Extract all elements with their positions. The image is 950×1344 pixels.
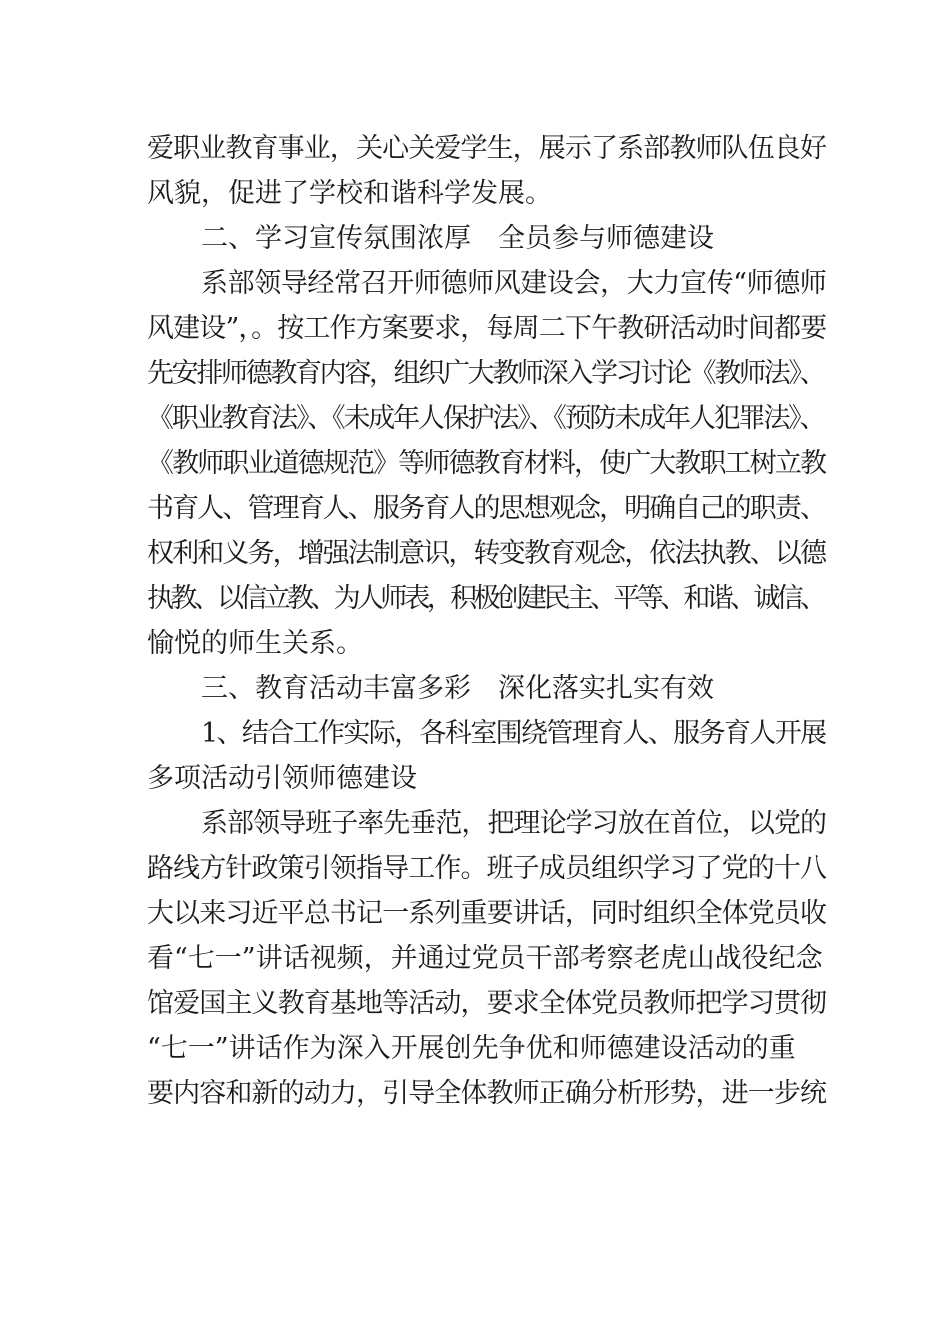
document-body xyxy=(147,126,827,1116)
text-line: 《教师职业道德规范》等师德教育材料，使广大教职工树立教 xyxy=(147,448,826,479)
text-line: 风貌，促进了学校和谐科学发展。 xyxy=(147,178,552,209)
text-line: 大以来习近平总书记一系列重要讲话，同时组织全体党员收 xyxy=(147,898,827,929)
text-line: 权利和义务，增强法制意识，转变教育观念，依法执教、以德 xyxy=(147,538,826,569)
text-line: 1、结合工作实际，各科室围绕管理育人、服务育人开展 xyxy=(201,718,826,749)
text-line: 执教、以信立教、为人师表，积极创建民主、平等、和谐、诚信、 xyxy=(147,583,824,614)
text-line: “七一”讲话作为深入开展创先争优和师德建设活动的重 xyxy=(147,1033,796,1064)
text-line: 系部领导经常召开师德师风建设会，大力宣传“师德师 xyxy=(201,268,827,299)
text-line: 要内容和新的动力，引导全体教师正确分析形势，进一步统 xyxy=(147,1078,827,1109)
text-line: 二、学习宣传氛围浓厚 全员参与师德建设 xyxy=(201,223,714,254)
text-line: 先安排师德教育内容，组织广大教师深入学习讨论《教师法》、 xyxy=(147,358,825,389)
text-line: 风建设”，。按工作方案要求，每周二下午教研活动时间都要 xyxy=(147,313,827,344)
text-line: 看“七一”讲话视频，并通过党员干部考察老虎山战役纪念 xyxy=(147,943,823,974)
text-line: 三、教育活动丰富多彩 深化落实扎实有效 xyxy=(201,673,714,704)
text-line: 愉悦的师生关系。 xyxy=(147,628,363,659)
text-line: 爱职业教育事业，关心关爱学生，展示了系部教师队伍良好 xyxy=(147,133,827,164)
text-line: 多项活动引领师德建设 xyxy=(147,763,417,794)
text-line: 路线方针政策引领指导工作。班子成员组织学习了党的十八 xyxy=(147,853,827,884)
text-line: 馆爱国主义教育基地等活动，要求全体党员教师把学习贯彻 xyxy=(147,988,827,1019)
text-line: 书育人、管理育人、服务育人的思想观念，明确自己的职责、 xyxy=(147,493,826,524)
text-line: 《职业教育法》、《未成年人保护法》、《预防未成年人犯罪法》、 xyxy=(147,403,825,434)
text-line: 系部领导班子率先垂范，把理论学习放在首位，以党的 xyxy=(201,808,827,839)
